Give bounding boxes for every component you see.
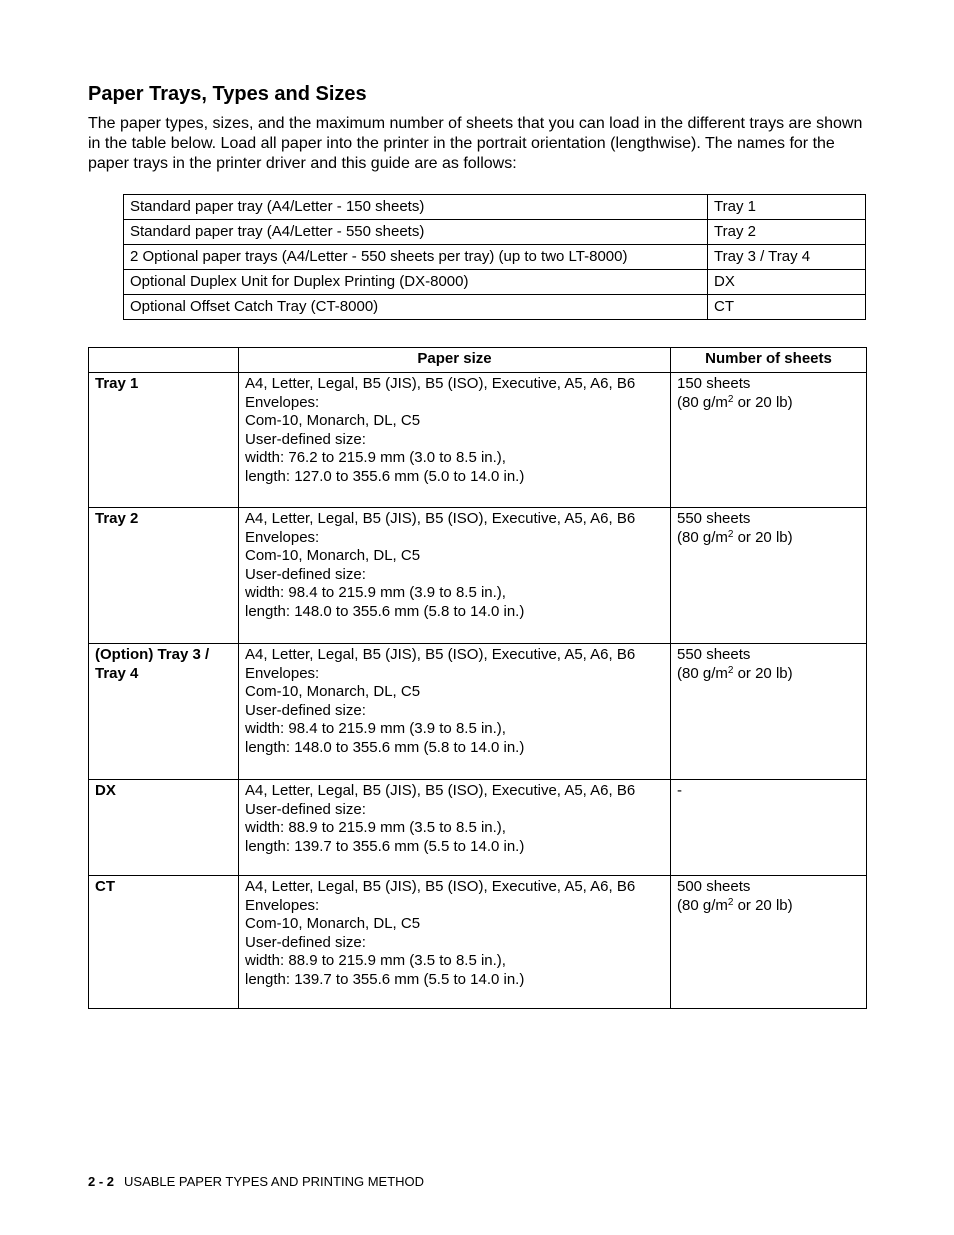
- tray-name: DX: [708, 270, 866, 295]
- paper-size-line: User-defined size:: [245, 933, 366, 951]
- paper-weight-text: or 20 lb): [733, 528, 793, 546]
- paper-size-line: User-defined size:: [245, 565, 366, 583]
- sheet-count: -: [677, 782, 682, 799]
- paper-weight: [677, 394, 860, 413]
- paper-size-line: length: 127.0 to 355.6 mm (5.0 to 14.0 in.): [245, 467, 525, 485]
- table-row: [89, 644, 867, 780]
- paper-size-line: Envelopes:: [245, 528, 320, 546]
- paper-weight-text: (80 g/m: [677, 896, 728, 914]
- paper-size-line: User-defined size:: [245, 430, 366, 448]
- tray-name: Tray 2: [708, 220, 866, 245]
- tray-description: Standard paper tray (A4/Letter - 150 sheets): [124, 195, 708, 220]
- sheets-cell: [671, 644, 867, 780]
- sheet-count: 550 sheets: [677, 646, 751, 663]
- table-row: [124, 220, 866, 245]
- paper-sizes-cell: [239, 780, 671, 876]
- paper-size-line: Envelopes:: [245, 393, 320, 411]
- tray-description: Optional Duplex Unit for Duplex Printing (DX-8000): [124, 270, 708, 295]
- sheet-count: 500 sheets: [677, 878, 751, 895]
- tray-name: Tray 3 / Tray 4: [708, 245, 866, 270]
- tray-name: CT: [708, 295, 866, 320]
- paper-size-line: Com-10, Monarch, DL, C5: [245, 915, 421, 932]
- paper-size-line: width: 76.2 to 215.9 mm (3.0 to 8.5 in.),: [245, 449, 506, 466]
- tray-label: CT: [89, 876, 239, 1009]
- paper-weight-text: (80 g/m: [677, 393, 728, 411]
- tray-description: Optional Offset Catch Tray (CT-8000): [124, 295, 708, 320]
- tray-label: Tray 1: [89, 373, 239, 508]
- paper-weight-exponent: 2: [727, 393, 734, 405]
- paper-size-line: A4, Letter, Legal, B5 (JIS), B5 (ISO), Executive, A5, A6, B6: [245, 878, 636, 895]
- paper-size-line: length: 148.0 to 355.6 mm (5.8 to 14.0 in.): [245, 738, 525, 756]
- page-number: 2 - 2: [88, 1174, 115, 1189]
- table-row: [89, 876, 867, 1009]
- footer-section-title: USABLE PAPER TYPES AND PRINTING METHOD: [124, 1174, 425, 1189]
- header-tray: [89, 348, 239, 373]
- paper-weight-exponent: 2: [727, 664, 734, 676]
- paper-weight: [677, 665, 860, 684]
- paper-size-line: Com-10, Monarch, DL, C5: [245, 412, 421, 429]
- header-paper-size: Paper size: [239, 348, 671, 373]
- sheets-cell: [671, 876, 867, 1009]
- tray-description: 2 Optional paper trays (A4/Letter - 550 sheets per tray) (up to two LT-8000): [124, 245, 708, 270]
- paper-size-line: A4, Letter, Legal, B5 (JIS), B5 (ISO), Executive, A5, A6, B6: [245, 510, 636, 527]
- table-row: [124, 295, 866, 320]
- paper-sizes-cell: [239, 373, 671, 508]
- paper-weight: [677, 897, 860, 916]
- paper-sizes-cell: [239, 876, 671, 1009]
- table-row: [124, 270, 866, 295]
- table-row: [89, 373, 867, 508]
- paper-size-line: A4, Letter, Legal, B5 (JIS), B5 (ISO), Executive, A5, A6, B6: [245, 646, 636, 663]
- paper-weight-text: (80 g/m: [677, 664, 728, 682]
- paper-size-line: length: 139.7 to 355.6 mm (5.5 to 14.0 in.): [245, 970, 525, 988]
- table-row: [124, 245, 866, 270]
- table-row: [124, 195, 866, 220]
- tray-name-table: [123, 194, 866, 320]
- sheets-cell: [671, 780, 867, 876]
- paper-weight: [677, 529, 860, 548]
- paper-size-line: width: 88.9 to 215.9 mm (3.5 to 8.5 in.),: [245, 952, 506, 969]
- paper-size-line: Com-10, Monarch, DL, C5: [245, 683, 421, 700]
- paper-size-line: length: 148.0 to 355.6 mm (5.8 to 14.0 in.): [245, 602, 525, 620]
- paper-weight-text: or 20 lb): [733, 393, 793, 411]
- paper-size-line: Envelopes:: [245, 664, 320, 682]
- paper-size-line: A4, Letter, Legal, B5 (JIS), B5 (ISO), Executive, A5, A6, B6: [245, 782, 636, 799]
- tray-name: Tray 1: [708, 195, 866, 220]
- sheet-count: 150 sheets: [677, 375, 751, 392]
- paper-size-line: User-defined size:: [245, 701, 366, 719]
- paper-size-line: width: 98.4 to 215.9 mm (3.9 to 8.5 in.),: [245, 584, 506, 601]
- paper-size-line: A4, Letter, Legal, B5 (JIS), B5 (ISO), Executive, A5, A6, B6: [245, 375, 636, 392]
- paper-size-line: width: 98.4 to 215.9 mm (3.9 to 8.5 in.),: [245, 720, 506, 737]
- page-title: Paper Trays, Types and Sizes: [88, 83, 367, 105]
- tray-description: Standard paper tray (A4/Letter - 550 sheets): [124, 220, 708, 245]
- page-footer: [88, 1174, 424, 1190]
- paper-weight-exponent: 2: [727, 528, 734, 540]
- paper-size-line: Envelopes:: [245, 896, 320, 914]
- paper-size-line: width: 88.9 to 215.9 mm (3.5 to 8.5 in.),: [245, 819, 506, 836]
- paper-size-line: length: 139.7 to 355.6 mm (5.5 to 14.0 in.): [245, 837, 525, 855]
- sheet-count: 550 sheets: [677, 510, 751, 527]
- paper-weight-text: or 20 lb): [733, 664, 793, 682]
- table-row: [89, 780, 867, 876]
- tray-label: Tray 2: [89, 508, 239, 644]
- tray-label: DX: [89, 780, 239, 876]
- sheets-cell: [671, 373, 867, 508]
- paper-weight-exponent: 2: [727, 896, 734, 908]
- header-number-of-sheets: Number of sheets: [671, 348, 867, 373]
- table-header-row: [89, 348, 867, 373]
- paper-sizes-cell: [239, 508, 671, 644]
- paper-sizes-cell: [239, 644, 671, 780]
- intro-paragraph: The paper types, sizes, and the maximum number of sheets that you can load in the different trays are shown in the table below. Load all paper into the printer in the portrait orientation (lengthwise). The names for the paper trays in the printer driver and this guide are as follows:: [88, 115, 863, 172]
- paper-size-line: User-defined size:: [245, 800, 366, 818]
- paper-size-table: [88, 347, 867, 1009]
- sheets-cell: [671, 508, 867, 644]
- tray-label: (Option) Tray 3 / Tray 4: [89, 644, 239, 780]
- table-row: [89, 508, 867, 644]
- paper-size-line: Com-10, Monarch, DL, C5: [245, 547, 421, 564]
- paper-weight-text: or 20 lb): [733, 896, 793, 914]
- paper-weight-text: (80 g/m: [677, 528, 728, 546]
